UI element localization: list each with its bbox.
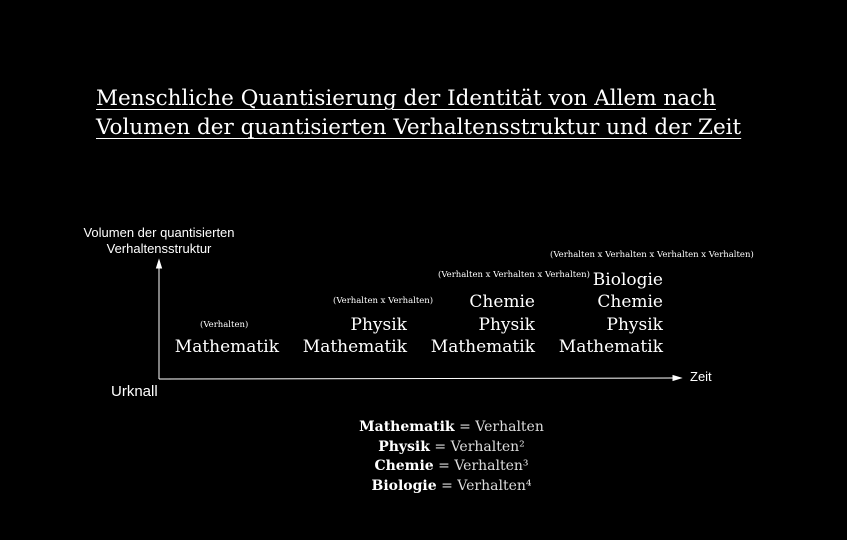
column-4-item: Mathematik [558,337,663,357]
legend [300,418,603,496]
column-2-stack [303,314,407,359]
x-axis-line [159,378,674,379]
column-4-note: (Verhalten x Verhalten x Verhalten x Verhalten) [550,250,754,260]
column-3-note: (Verhalten x Verhalten x Verhalten) [438,270,590,280]
column-4-item: Biologie [592,269,663,290]
title-line-1: Menschliche Quantisierung der Identität von Allem nach [96,86,716,111]
column-4-item: Chemie [597,292,663,312]
legend-term: Physik [378,438,430,455]
y-axis-label-line-2: Verhaltensstruktur [106,241,212,256]
legend-row [300,457,603,477]
legend-term: Chemie [374,458,434,474]
column-1-note: (Verhalten) [200,320,249,330]
legend-equation: = Verhalten⁴ [436,477,532,494]
column-3-item: Chemie [469,292,535,312]
legend-term: Mathematik [359,419,455,435]
column-3-item: Mathematik [430,337,535,357]
column-2-item: Mathematik [302,337,407,357]
origin-label: Urknall [111,383,158,400]
legend-equation: = Verhalten² [429,438,525,455]
legend-row [300,418,603,438]
column-4-item: Physik [606,314,663,335]
legend-equation: = Verhalten [454,419,544,435]
column-3-stack [431,291,535,359]
y-axis-arrow-icon [157,260,162,268]
legend-equation: = Verhalten³ [433,458,529,474]
x-axis-label: Zeit [690,369,712,384]
column-4-stack [559,269,663,359]
title-line-2: Volumen der quantisierten Verhaltensstruktur und der Zeit [96,115,742,140]
column-1-item: Mathematik [174,337,279,357]
legend-row [300,477,603,497]
x-axis-arrow-icon [673,376,681,381]
column-1-stack [175,336,279,359]
legend-row [300,438,603,458]
column-2-note: (Verhalten x Verhalten) [333,296,434,306]
column-3-item: Physik [478,314,535,335]
legend-term: Biologie [371,477,437,494]
column-2-item: Physik [350,314,407,335]
y-axis-label-line-1: Volumen der quantisierten [83,225,235,240]
